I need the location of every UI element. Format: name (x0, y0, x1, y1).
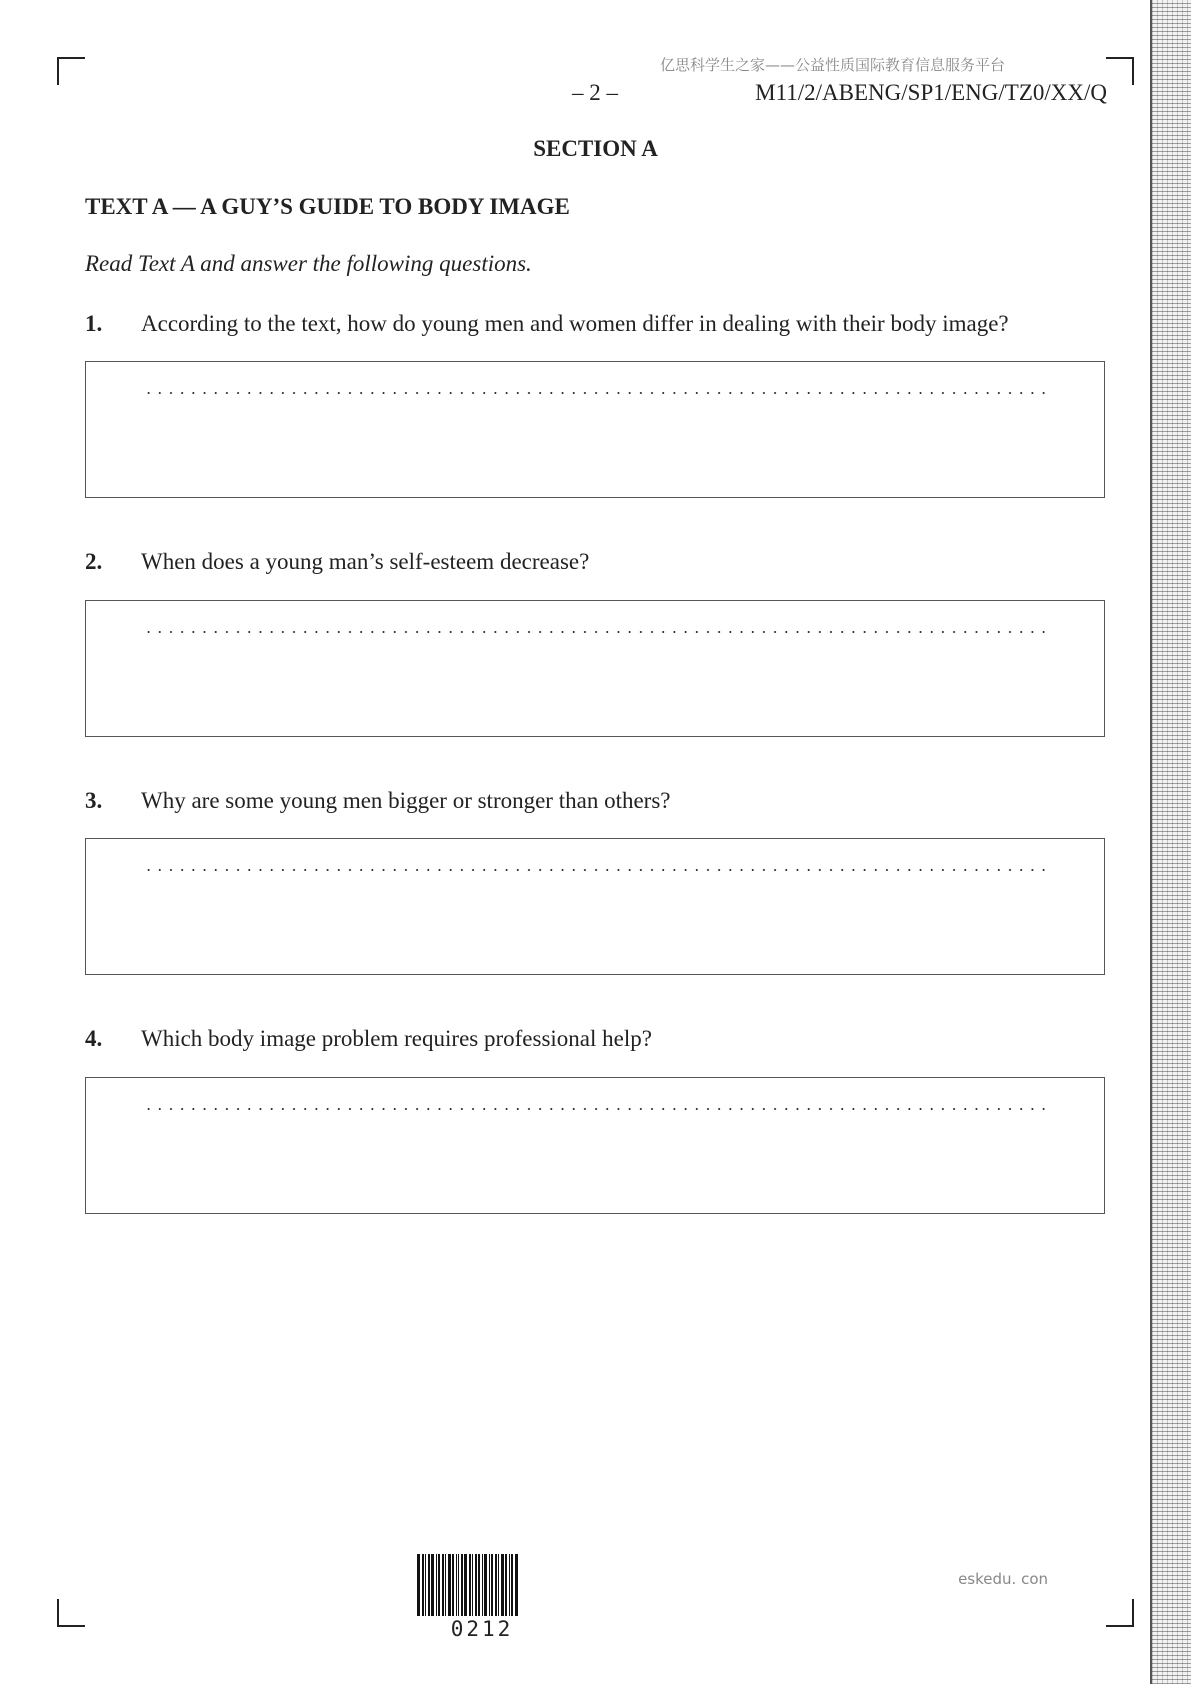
crop-mark-bottom-right (1106, 1599, 1134, 1627)
barcode-bar (436, 1554, 437, 1616)
question-4-number: 4. (85, 1026, 103, 1051)
answer-dotted-line (143, 869, 1051, 871)
barcode (417, 1554, 547, 1616)
answer-box-3[interactable] (85, 838, 1105, 975)
instruction: Read Text A and answer the following questions. (85, 251, 532, 276)
barcode-bar (475, 1554, 477, 1616)
barcode-bar (472, 1554, 473, 1616)
barcode-bar (445, 1554, 446, 1616)
barcode-bar (478, 1554, 480, 1616)
paper-reference: M11/2/ABENG/SP1/ENG/TZ0/XX/Q (755, 80, 1107, 105)
barcode-bar (495, 1554, 497, 1616)
question-1-number: 1. (85, 311, 103, 336)
crop-mark-top-left (57, 57, 85, 85)
barcode-number: 0212 (450, 1617, 514, 1641)
barcode-bar (482, 1554, 483, 1616)
question-2-number: 2. (85, 549, 103, 574)
crop-mark-top-right (1106, 57, 1134, 85)
barcode-bar (438, 1554, 440, 1616)
barcode-bar (515, 1554, 518, 1616)
barcode-bar (509, 1554, 510, 1616)
barcode-bar (469, 1554, 471, 1616)
section-title: SECTION A (533, 136, 658, 161)
question-3-number: 3. (85, 788, 103, 813)
question-1-text: According to the text, how do young men and women differ in dealing with their body image? (141, 311, 1009, 336)
barcode-bar (461, 1554, 463, 1616)
barcode-bar (498, 1554, 499, 1616)
barcode-bar (489, 1554, 490, 1616)
question-3-text: Why are some young men bigger or stronger than others? (141, 788, 671, 813)
barcode-bar (442, 1554, 444, 1616)
header-watermark: 亿思科学生之家——公益性质国际教育信息服务平台 (660, 56, 1006, 74)
barcode-bar (425, 1554, 426, 1616)
answer-box-4[interactable] (85, 1077, 1105, 1214)
barcode-bar (422, 1554, 424, 1616)
barcode-bar (448, 1554, 451, 1616)
barcode-bar (505, 1554, 507, 1616)
barcode-bar (484, 1554, 487, 1616)
barcode-bar (428, 1554, 430, 1616)
question-2-text: When does a young man’s self-esteem decrease? (141, 549, 590, 574)
footer-watermark: eskedu. con (958, 1570, 1048, 1588)
text-title: TEXT A — A GUY’S GUIDE TO BODY IMAGE (85, 194, 570, 219)
barcode-bar (456, 1554, 457, 1616)
page-number: – 2 – (572, 80, 618, 105)
barcode-bar (491, 1554, 493, 1616)
answer-box-2[interactable] (85, 600, 1105, 737)
side-pattern-strip (1150, 0, 1191, 1684)
barcode-bar (417, 1554, 420, 1616)
barcode-bar (501, 1554, 504, 1616)
answer-dotted-line (143, 1108, 1051, 1110)
barcode-bar (511, 1554, 513, 1616)
barcode-bar (458, 1554, 459, 1616)
crop-mark-bottom-left (57, 1599, 85, 1627)
answer-dotted-line (143, 631, 1051, 633)
barcode-bar (431, 1554, 434, 1616)
answer-dotted-line (143, 392, 1051, 394)
question-4-text: Which body image problem requires professional help? (141, 1026, 652, 1051)
barcode-bar (464, 1554, 467, 1616)
answer-box-1[interactable] (85, 361, 1105, 498)
barcode-bar (452, 1554, 454, 1616)
